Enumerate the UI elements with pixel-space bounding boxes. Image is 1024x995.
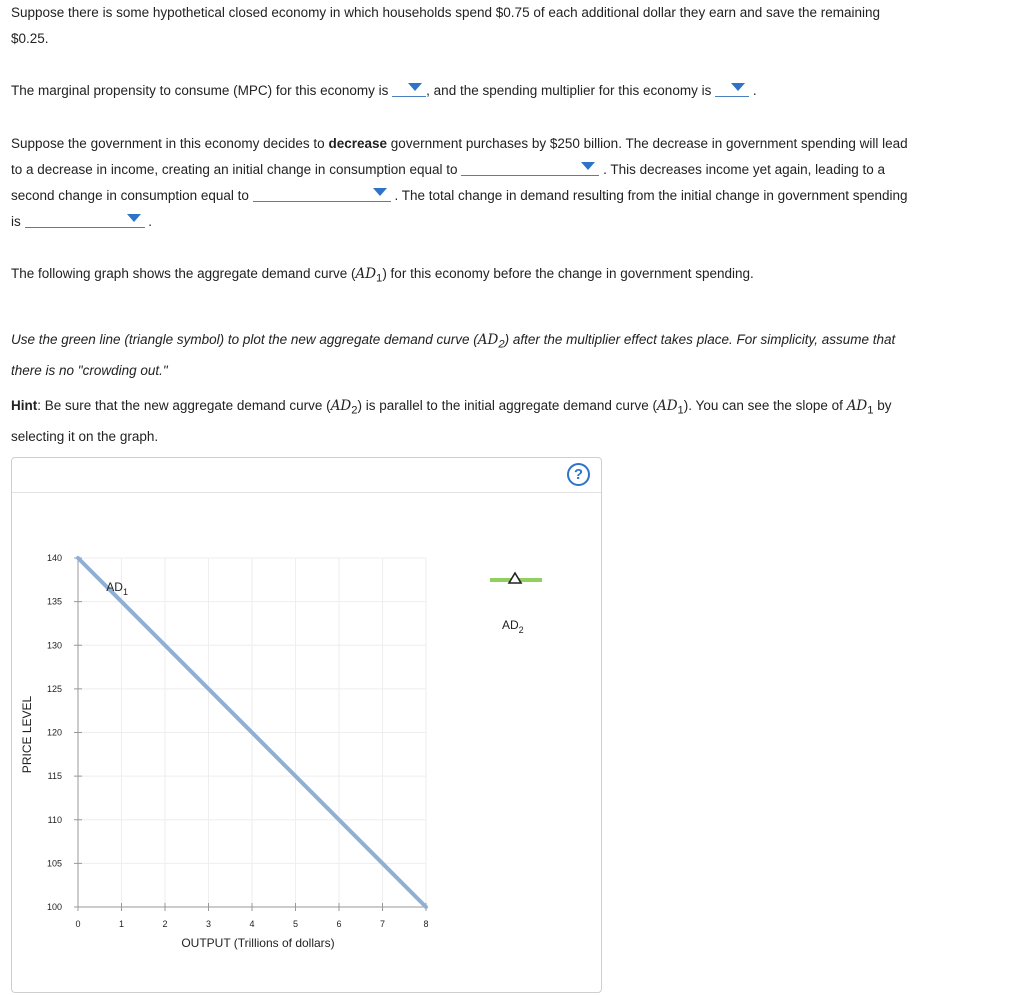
hint-text-1: : Be sure that the new aggregate demand curve ( (37, 398, 331, 413)
chevron-down-icon (373, 188, 387, 196)
hint-ad1-subscript-2: 1 (867, 404, 874, 417)
graph-intro (11, 261, 754, 292)
y-tick-label: 100 (46, 902, 62, 912)
y-tick-label: 120 (46, 727, 62, 738)
y-tick-label: 140 (46, 553, 62, 563)
govt-text-2: government purchases by $250 billion. The decrease in government spending will lead (390, 136, 908, 151)
govt-text-8: . (148, 214, 153, 229)
x-tick-label: 0 (75, 919, 81, 929)
ad2-legend-label: $AD_2$ (502, 618, 524, 635)
instruction-text-3: there is no "crowding out." (11, 362, 168, 378)
total-change-dropdown[interactable] (25, 213, 145, 228)
mpc-dropdown[interactable] (392, 82, 426, 97)
hint-ad1-symbol-2: AD (846, 398, 868, 414)
chevron-down-icon (731, 83, 745, 91)
y-tick-label: 115 (47, 771, 62, 782)
ad1-subscript: 1 (376, 272, 383, 285)
initial-consumption-dropdown[interactable] (461, 161, 599, 176)
y-tick-label: 105 (46, 858, 62, 869)
help-icon[interactable]: ? (567, 463, 590, 486)
intro-text (11, 0, 880, 52)
mpc-text-3: . (752, 83, 757, 98)
mpc-sentence (11, 78, 757, 104)
govt-text-3: to a decrease in income, creating an initial change in consumption equal to (11, 162, 458, 177)
hint-text-3: ). You can see the slope of (683, 398, 843, 413)
hint (11, 393, 892, 450)
hint-text-5: selecting it on the graph. (11, 428, 159, 444)
x-tick-label: 2 (162, 919, 168, 929)
mpc-text-1: The marginal propensity to consume (MPC) for this economy is (11, 83, 389, 98)
govt-text-1: Suppose the government in this economy decides to (11, 136, 325, 151)
chart[interactable] (12, 458, 601, 992)
graph-intro-text-2: ) for this economy before the change in government spending. (382, 266, 754, 281)
hint-ad1-symbol: AD (656, 398, 678, 414)
x-tick-label: 6 (336, 919, 342, 929)
x-tick-label: 4 (249, 919, 255, 929)
x-tick-label: 3 (205, 919, 212, 929)
instruction (11, 327, 895, 384)
hint-ad2-subscript: 2 (351, 404, 358, 417)
chevron-down-icon (408, 83, 422, 91)
x-tick-label: 5 (292, 919, 299, 929)
govt-text-6: . The total change in demand resulting from the initial change in government spending (394, 188, 908, 203)
ad1-curve-label: $AD_1$ (106, 580, 128, 598)
chevron-down-icon (127, 214, 141, 222)
x-axis-title: OUTPUT (Trillions of dollars) (181, 936, 335, 950)
multiplier-dropdown[interactable] (715, 82, 749, 97)
y-tick-label: 125 (46, 683, 62, 694)
hint-text-4: by (877, 398, 892, 413)
hint-text-2: ) is parallel to the initial aggregate demand curve ( (357, 398, 657, 413)
instruction-text-2: ) after the multiplier effect takes place. For simplicity, assume that (504, 332, 896, 347)
govt-text-5: second change in consumption equal to (11, 188, 249, 203)
mpc-text-2: , and the spending multiplier for this economy is (426, 83, 712, 98)
hint-ad2-symbol: AD (330, 398, 352, 414)
hint-ad1-subscript: 1 (677, 404, 684, 417)
chevron-down-icon (581, 162, 595, 170)
x-tick-label: 7 (379, 919, 386, 929)
x-tick-label: 1 (118, 919, 125, 929)
govt-paragraph (11, 131, 1011, 235)
y-tick-label: 135 (46, 596, 62, 607)
govt-bold-word: decrease (328, 136, 388, 151)
govt-text-4: . This decreases income yet again, leading to a (603, 162, 885, 177)
y-axis-title: PRICE LEVEL (20, 695, 34, 774)
y-tick-label: 130 (46, 640, 62, 651)
graph-panel (11, 457, 602, 993)
y-tick-label: 110 (47, 814, 62, 825)
govt-text-7: is (11, 214, 21, 229)
instruction-text-1: Use the green line (triangle symbol) to plot the new aggregate demand curve ( (11, 332, 478, 347)
ad2-symbol: AD (477, 332, 499, 348)
hint-label: Hint (11, 398, 38, 413)
second-consumption-dropdown[interactable] (253, 187, 391, 202)
ad1-symbol: AD (355, 266, 377, 282)
ad2-subscript: 2 (498, 338, 505, 351)
intro-line-2: $0.25. (11, 31, 49, 46)
x-tick-label: 8 (423, 919, 429, 929)
graph-intro-text-1: The following graph shows the aggregate demand curve ( (11, 266, 356, 281)
intro-line-1: Suppose there is some hypothetical closed economy in which households spend $0.75 of each additional dollar they earn and save the remaining (11, 5, 881, 20)
